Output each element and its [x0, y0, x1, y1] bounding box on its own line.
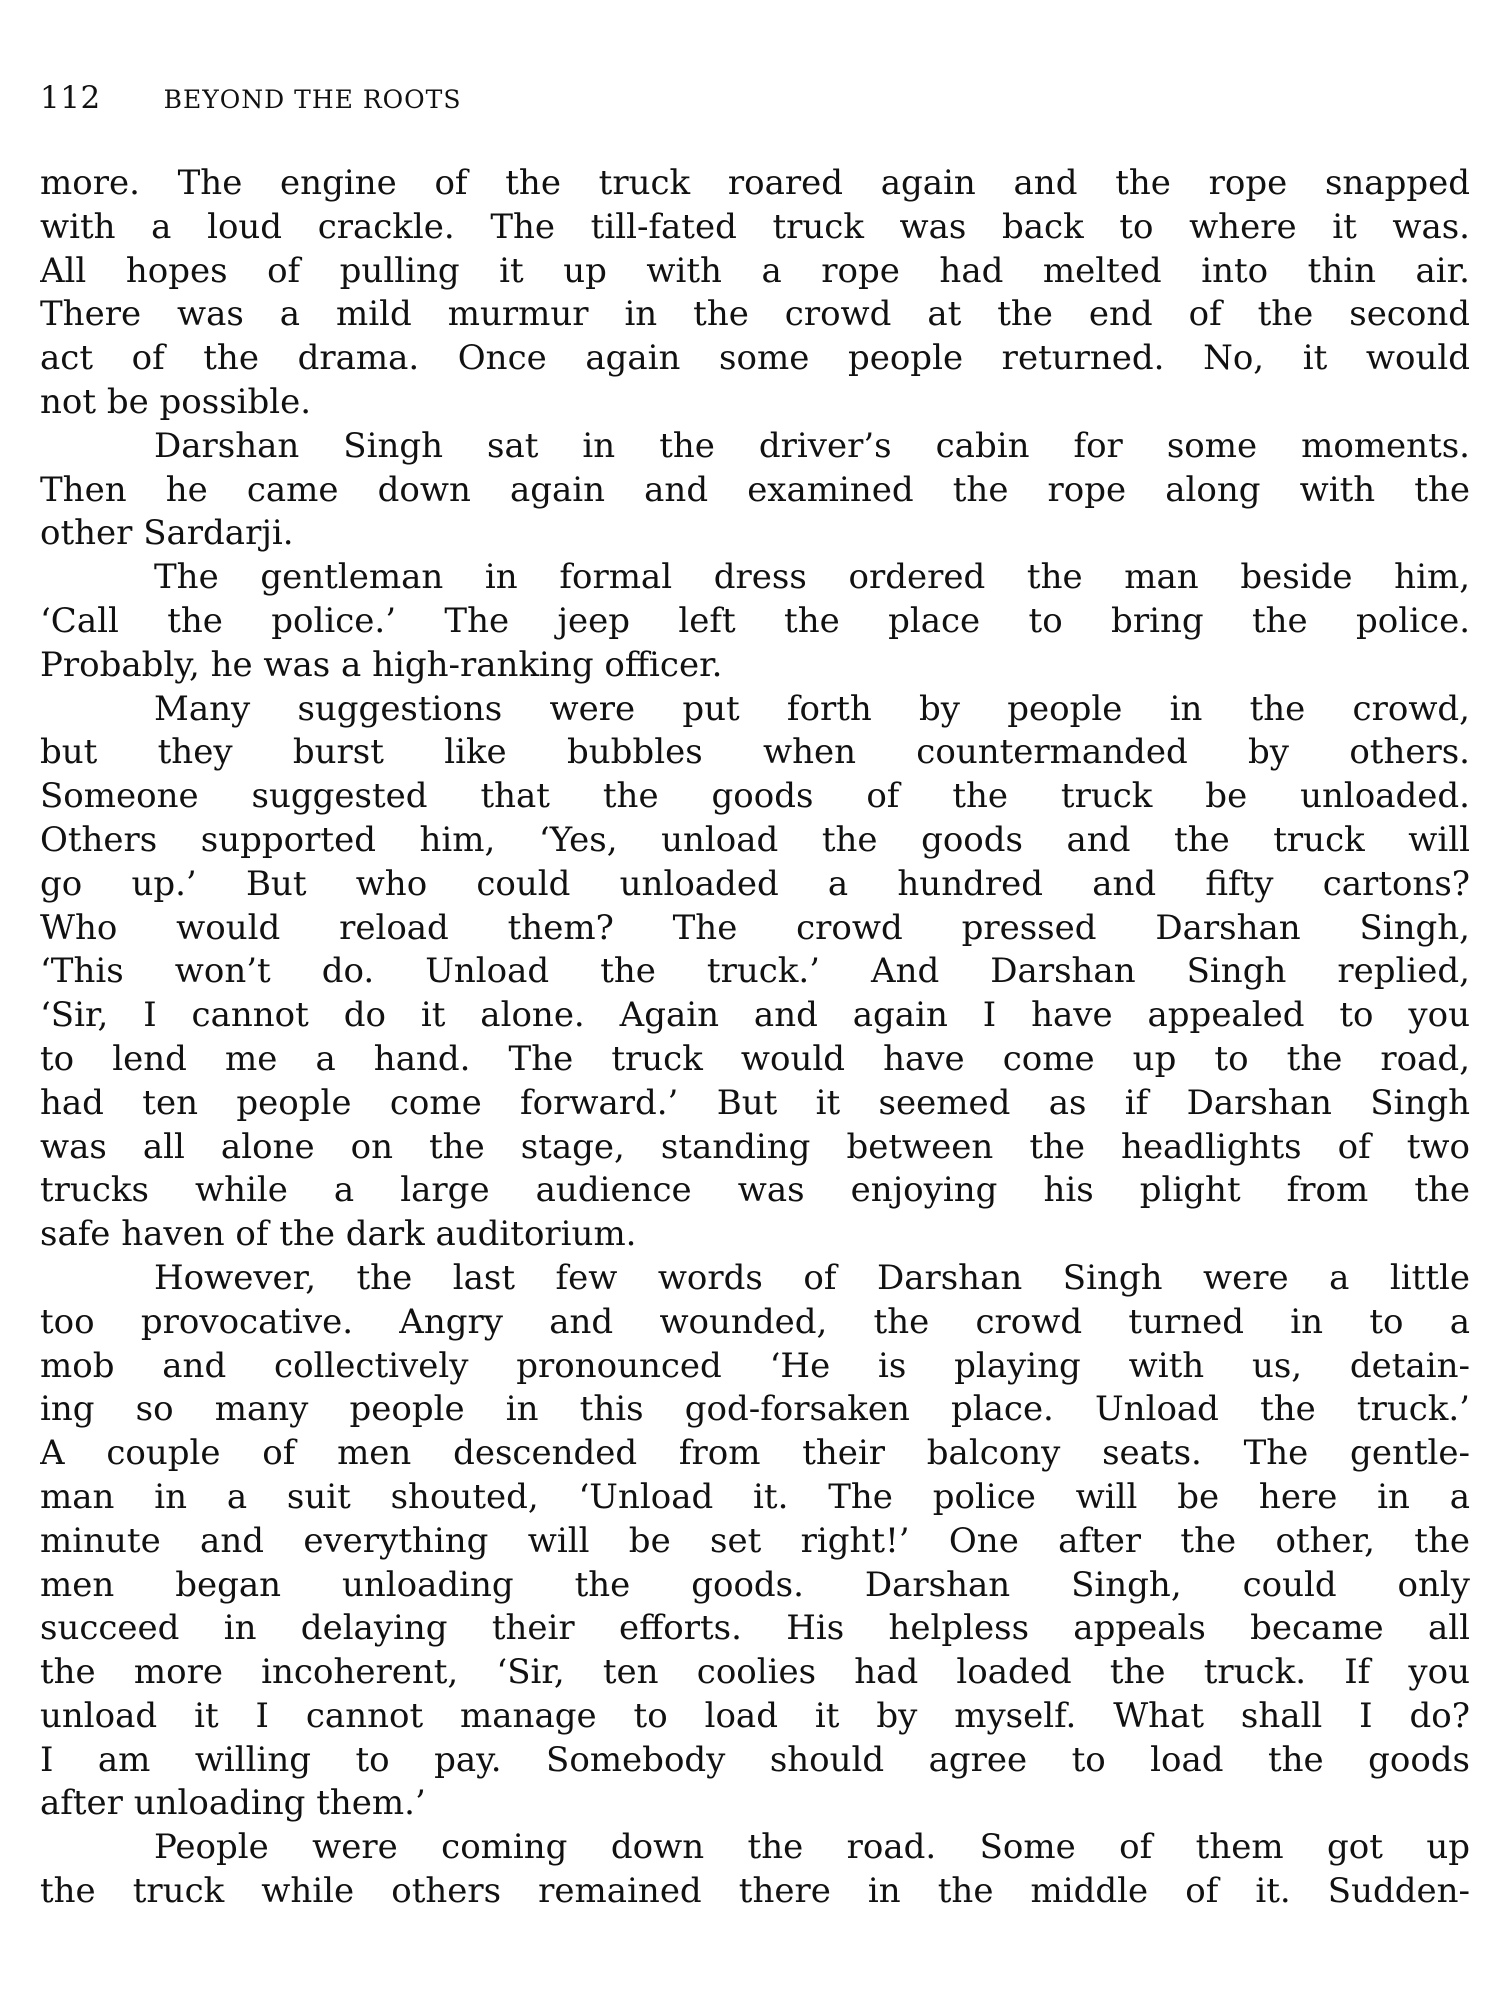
text-line: unload it I cannot manage to load it by myself. What shall I do? [40, 1695, 1470, 1736]
text-line: other Sardarji. [40, 513, 294, 554]
text-line: Someone suggested that the goods of the truck be unloaded. [40, 776, 1470, 817]
text-line: men began unloading the goods. Darshan Singh, could only [40, 1564, 1470, 1605]
text-line: All hopes of pulling it up with a rope had melted into thin air. [40, 250, 1470, 291]
running-head [40, 80, 461, 120]
text-line: Others supported him, ‘Yes, unload the goods and the truck will [40, 819, 1470, 860]
text-line: but they burst like bubbles when countermanded by others. [40, 732, 1470, 773]
text-line: succeed in delaying their efforts. His helpless appeals became all [40, 1608, 1470, 1649]
text-line: minute and everything will be set right!’ One after the other, the [40, 1520, 1470, 1561]
text-line: after unloading them.’ [40, 1783, 426, 1824]
text-line: with a loud crackle. The till-fated truck was back to where it was. [40, 206, 1470, 247]
book-title: BEYOND THE ROOTS [163, 85, 462, 114]
text-line: go up.’ But who could unloaded a hundred and fifty cartons? [40, 863, 1470, 904]
body-text [40, 162, 1470, 1914]
text-line-paragraph-start: The gentleman in formal dress ordered the man beside him, [154, 557, 1470, 598]
text-line: the truck while others remained there in the middle of it. Sudden- [40, 1871, 1470, 1912]
text-line: Probably, he was a high-ranking officer. [40, 644, 723, 685]
text-line-paragraph-start: Many suggestions were put forth by people in the crowd, [154, 688, 1470, 729]
text-line: man in a suit shouted, ‘Unload it. The police will be here in a [40, 1476, 1470, 1517]
text-line: safe haven of the dark auditorium. [40, 1214, 637, 1255]
text-line: ‘Sir, I cannot do it alone. Again and again I have appealed to you [40, 995, 1470, 1036]
text-line: not be possible. [40, 381, 312, 422]
text-line-paragraph-start: However, the last few words of Darshan Singh were a little [154, 1257, 1470, 1298]
text-line: I am willing to pay. Somebody should agree to load the goods [40, 1739, 1470, 1780]
text-line: ‘This won’t do. Unload the truck.’ And Darshan Singh replied, [40, 951, 1470, 992]
text-line: more. The engine of the truck roared again and the rope snapped [40, 163, 1470, 203]
text-line-paragraph-start: Darshan Singh sat in the driver’s cabin for some moments. [154, 425, 1470, 466]
text-line: ing so many people in this god-forsaken place. Unload the truck.’ [40, 1389, 1470, 1430]
text-line: Who would reload them? The crowd pressed Darshan Singh, [40, 907, 1470, 948]
text-line: too provocative. Angry and wounded, the crowd turned in to a [40, 1301, 1470, 1342]
page-number: 112 [40, 80, 101, 116]
text-line: A couple of men descended from their balcony seats. The gentle- [40, 1433, 1470, 1474]
text-line: trucks while a large audience was enjoying his plight from the [40, 1170, 1470, 1211]
text-line: to lend me a hand. The truck would have come up to the road, [40, 1038, 1470, 1079]
text-line: There was a mild murmur in the crowd at the end of the second [40, 294, 1470, 335]
text-line: mob and collectively pronounced ‘He is playing with us, detain- [40, 1345, 1470, 1386]
text-line-paragraph-start: People were coming down the road. Some of them got up [154, 1827, 1470, 1868]
text-line: act of the drama. Once again some people returned. No, it would [40, 338, 1470, 379]
text-line: the more incoherent, ‘Sir, ten coolies had loaded the truck. If you [40, 1652, 1470, 1693]
text-line: had ten people come forward.’ But it seemed as if Darshan Singh [40, 1082, 1470, 1123]
text-line: ‘Call the police.’ The jeep left the place to bring the police. [40, 600, 1470, 641]
text-line: was all alone on the stage, standing between the headlights of two [40, 1126, 1470, 1167]
text-line: Then he came down again and examined the rope along with the [40, 469, 1470, 510]
